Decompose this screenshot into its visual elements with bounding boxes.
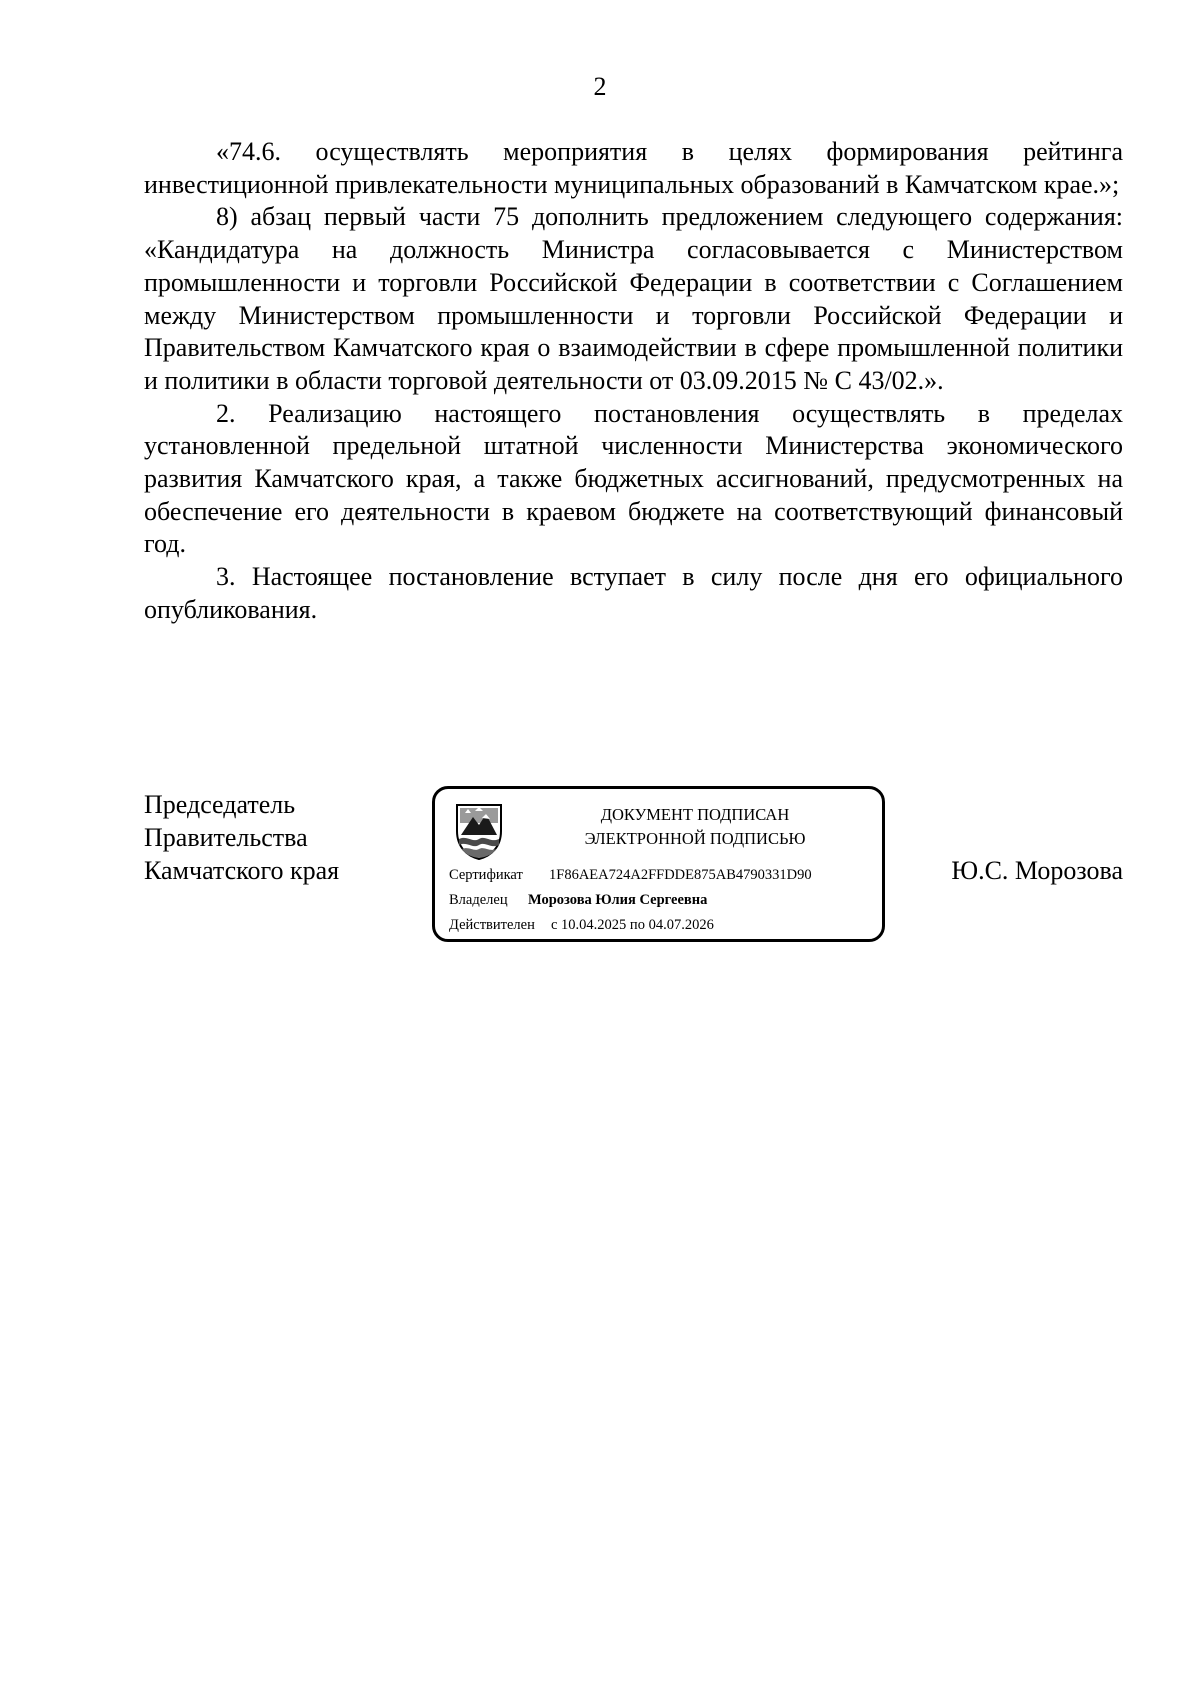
stamp-title-line: ЭЛЕКТРОННОЙ ПОДПИСЬЮ (584, 829, 806, 848)
stamp-title (515, 803, 875, 851)
owner-label: Владелец (449, 892, 508, 908)
stamp-certificate-row (449, 867, 812, 884)
signatory-position (144, 788, 339, 887)
signatory-name: Ю.С. Морозова (951, 856, 1123, 885)
page-number: 2 (593, 72, 607, 101)
electronic-signature-stamp (432, 786, 885, 942)
paragraph-item-8: 8) абзац первый части 75 дополнить предложением следующего содержания: «Кандидатура на должность Министра согласовывается с Министерством промышленности и торговли Российской Федерации в соответствии с Соглашением между Министерством промышленности и торговли Российской Федерации и Правительством Камчатского края о взаимодействии в сфере промышленной политики и политики в области торговой деятельности от 03.09.2015 № С 43/02.». (144, 202, 1123, 395)
signatory-position-line: Камчатского края (144, 856, 340, 885)
signatory-position-line: Председатель (144, 790, 296, 819)
paragraph-item-3: 3. Настоящее постановление вступает в силу после дня его официального опубликования. (144, 562, 1123, 624)
owner-value: Морозова Юлия Сергеевна (528, 892, 708, 908)
paragraph-item-2: 2. Реализацию настоящего постановления осуществлять в пределах установленной предельной штатной численности Министерства экономического развития Камчатского края, а также бюджетных ассигнований, предусмотренных на обеспечение его деятельности в краевом бюджете на соответствующий финансовый год. (144, 398, 1123, 559)
stamp-owner-row (449, 892, 708, 909)
stamp-title-line: ДОКУМЕНТ ПОДПИСАН (600, 805, 790, 824)
document-body (144, 136, 1123, 627)
kamchatka-coat-of-arms-icon (453, 801, 505, 861)
certificate-label: Сертификат (449, 867, 523, 883)
paragraph-74-6: «74.6. осуществлять мероприятия в целях формирования рейтинга инвестиционной привлекательности муниципальных образований в Камчатском крае.»; (144, 137, 1123, 199)
signatory-position-line: Правительства (144, 823, 308, 852)
validity-label: Действителен (449, 917, 535, 933)
certificate-value: 1F86AEA724A2FFDDE875AB4790331D90 (549, 867, 812, 883)
validity-value: с 10.04.2025 по 04.07.2026 (551, 917, 714, 933)
stamp-validity-row (449, 917, 714, 934)
